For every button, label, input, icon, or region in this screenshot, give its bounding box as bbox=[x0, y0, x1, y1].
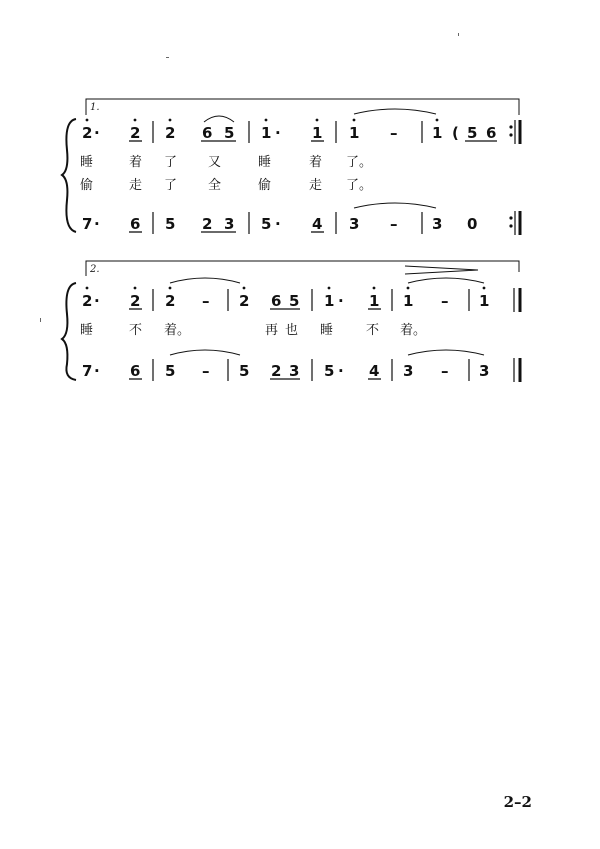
lyrics-verse-1 bbox=[80, 155, 372, 170]
scan-speck bbox=[458, 33, 459, 36]
dot: · bbox=[94, 362, 100, 380]
note: 2 bbox=[165, 292, 176, 310]
note: 3 bbox=[349, 215, 360, 233]
lyric: 睡 bbox=[258, 155, 272, 170]
ending-1-system bbox=[62, 99, 520, 235]
repeat-dot bbox=[509, 216, 512, 219]
note: 6 bbox=[486, 124, 497, 142]
tie bbox=[354, 109, 436, 114]
lyric: 再 bbox=[265, 323, 279, 338]
dot: · bbox=[338, 362, 344, 380]
note: 2 bbox=[271, 362, 282, 380]
dot: · bbox=[94, 215, 100, 233]
repeat-dot bbox=[509, 133, 512, 136]
note: 1 bbox=[261, 124, 272, 142]
dot: · bbox=[94, 292, 100, 310]
lyric: 了 bbox=[164, 155, 178, 170]
dash: – bbox=[202, 362, 210, 380]
tie bbox=[354, 203, 436, 208]
note: 2 bbox=[82, 124, 93, 142]
note: 2 bbox=[82, 292, 93, 310]
note: 5 bbox=[224, 124, 235, 142]
note: 1 bbox=[479, 292, 490, 310]
note: 5 bbox=[261, 215, 272, 233]
lyric: 睡 bbox=[80, 155, 94, 170]
slur bbox=[204, 116, 234, 122]
tie bbox=[408, 278, 484, 283]
lyric: 走 bbox=[309, 178, 323, 193]
high-dot bbox=[353, 119, 356, 122]
note: 1 bbox=[324, 292, 335, 310]
decrescendo-hairpin bbox=[405, 266, 478, 274]
high-dot bbox=[483, 287, 486, 290]
lyric: 全 bbox=[208, 178, 222, 193]
note: 2 bbox=[202, 215, 213, 233]
note: 7 bbox=[82, 215, 93, 233]
repeat-dot bbox=[509, 224, 512, 227]
note: 5 bbox=[467, 124, 478, 142]
system-brace-1 bbox=[62, 119, 76, 232]
note: 2 bbox=[130, 292, 141, 310]
note: 7 bbox=[82, 362, 93, 380]
dash: – bbox=[441, 292, 449, 310]
note: 3 bbox=[479, 362, 490, 380]
high-dot bbox=[86, 119, 89, 122]
note: 6 bbox=[130, 362, 141, 380]
dot: · bbox=[275, 215, 281, 233]
note: 6 bbox=[130, 215, 141, 233]
lyrics-ending-2 bbox=[80, 322, 426, 338]
note: 2 bbox=[130, 124, 141, 142]
note: 5 bbox=[165, 362, 176, 380]
lyric: 着。 bbox=[164, 323, 191, 338]
high-dot bbox=[86, 287, 89, 290]
note: 1 bbox=[403, 292, 414, 310]
upper-voice-2 bbox=[82, 278, 520, 312]
lower-voice-2 bbox=[82, 350, 520, 382]
high-dot bbox=[243, 287, 246, 290]
dot: · bbox=[275, 124, 281, 142]
lyric: 又 bbox=[208, 155, 222, 170]
note: 6 bbox=[202, 124, 213, 142]
scan-speck bbox=[40, 318, 41, 322]
note: 1 bbox=[369, 292, 380, 310]
volta-label-1: 1. bbox=[90, 102, 100, 113]
dot: · bbox=[94, 124, 100, 142]
note: 5 bbox=[239, 362, 250, 380]
high-dot bbox=[407, 287, 410, 290]
note: 5 bbox=[289, 292, 300, 310]
note: 2 bbox=[239, 292, 250, 310]
scan-speck bbox=[166, 57, 169, 58]
lyric: 着。 bbox=[400, 323, 427, 338]
lyric: 不 bbox=[129, 323, 143, 338]
lyric: 了。 bbox=[346, 178, 373, 193]
lyric: 偷 bbox=[258, 178, 272, 193]
lyric: 也 bbox=[285, 323, 299, 338]
dash: – bbox=[441, 362, 449, 380]
lyric: 了 bbox=[164, 178, 178, 193]
high-dot bbox=[316, 119, 319, 122]
high-dot bbox=[134, 119, 137, 122]
lyric: 不 bbox=[366, 323, 380, 338]
volta-label-2: 2. bbox=[90, 264, 100, 275]
page-number: 2–2 bbox=[503, 793, 532, 811]
repeat-dot bbox=[509, 125, 512, 128]
note: 1 bbox=[432, 124, 443, 142]
upper-voice-1 bbox=[82, 109, 520, 144]
note: 3 bbox=[289, 362, 300, 380]
note: 3 bbox=[224, 215, 235, 233]
lyric: 了。 bbox=[346, 155, 373, 170]
note: 2 bbox=[165, 124, 176, 142]
note: 4 bbox=[312, 215, 323, 233]
note: 5 bbox=[324, 362, 335, 380]
tie bbox=[170, 278, 240, 283]
high-dot bbox=[265, 119, 268, 122]
system-brace-2 bbox=[62, 283, 76, 380]
note: 3 bbox=[432, 215, 443, 233]
note: 3 bbox=[403, 362, 414, 380]
lower-voice-1 bbox=[82, 203, 520, 235]
dash: – bbox=[390, 215, 398, 233]
tie bbox=[408, 350, 484, 355]
note: 1 bbox=[312, 124, 323, 142]
dot: · bbox=[338, 292, 344, 310]
dash: – bbox=[202, 292, 210, 310]
high-dot bbox=[436, 119, 439, 122]
lyric: 偷 bbox=[80, 178, 94, 193]
volta-bracket-1 bbox=[86, 99, 519, 115]
lyric: 睡 bbox=[80, 323, 94, 338]
lyrics-verse-2 bbox=[80, 177, 372, 193]
high-dot bbox=[373, 287, 376, 290]
lyric: 睡 bbox=[320, 323, 334, 338]
note: 5 bbox=[165, 215, 176, 233]
dash: – bbox=[390, 124, 398, 142]
note: 6 bbox=[271, 292, 282, 310]
lyric: 着 bbox=[129, 155, 143, 170]
rest: 0 bbox=[467, 215, 478, 233]
tie bbox=[170, 350, 240, 355]
high-dot bbox=[169, 287, 172, 290]
note: 4 bbox=[369, 362, 380, 380]
note: 1 bbox=[349, 124, 360, 142]
paren: ( bbox=[452, 124, 459, 142]
high-dot bbox=[134, 287, 137, 290]
lyric: 走 bbox=[129, 178, 143, 193]
high-dot bbox=[328, 287, 331, 290]
high-dot bbox=[169, 119, 172, 122]
lyric: 着 bbox=[309, 155, 323, 170]
ending-2-system bbox=[62, 261, 520, 382]
